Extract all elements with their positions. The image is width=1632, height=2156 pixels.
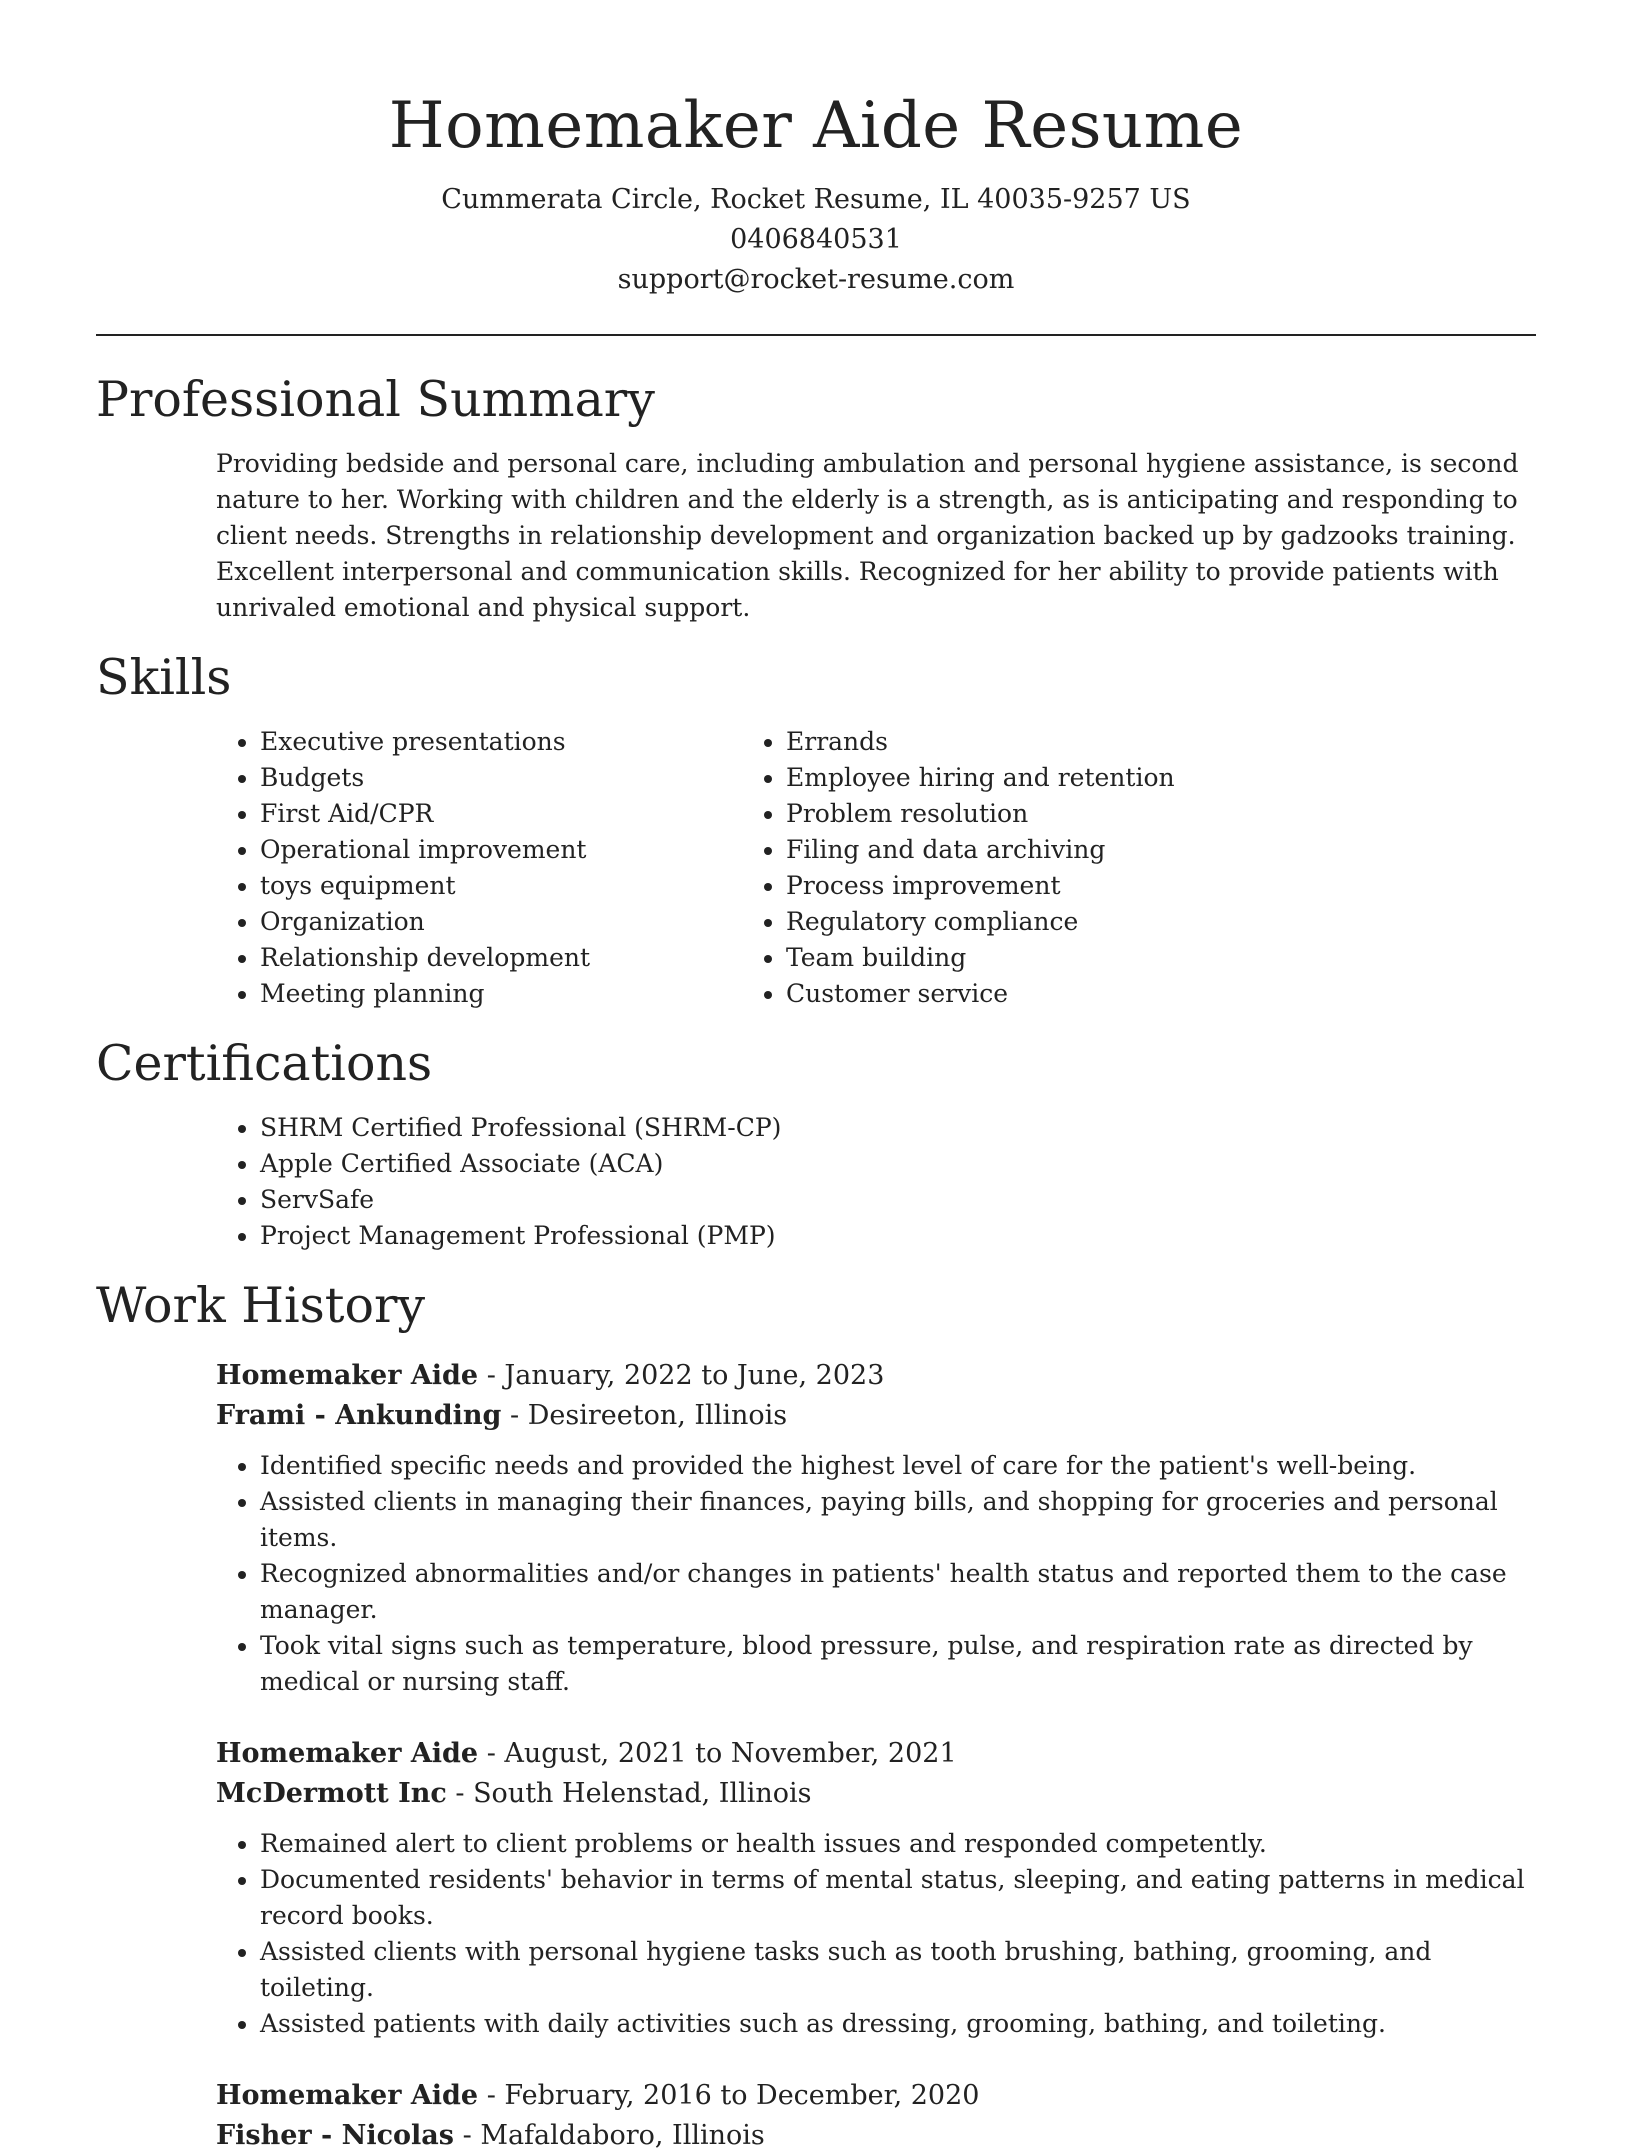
skill-item: • Budgets — [260, 760, 746, 796]
contact-phone: 0406840531 — [730, 224, 902, 255]
work-history-section — [96, 1274, 1536, 2156]
contact-block — [96, 180, 1536, 300]
skill-item: • Employee hiring and retention — [786, 760, 1486, 796]
job-location: South Helenstad, Illinois — [473, 1778, 812, 1809]
skill-item: • Regulatory compliance — [786, 904, 1486, 940]
duty-item: • Assisted clients with personal hygiene tasks such as tooth brushing, bathing, grooming, and toileting. — [260, 1934, 1550, 2006]
skill-item: • Organization — [260, 904, 746, 940]
job-entry — [216, 2076, 1536, 2156]
job-entry — [216, 1734, 1536, 2042]
job-title-line: Homemaker Aide - August, 2021 to November, 2021 — [216, 1738, 957, 1769]
certification-item: • Project Management Professional (PMP) — [260, 1218, 1536, 1254]
work-history-heading: Work History — [96, 1277, 426, 1334]
certification-item: • SHRM Certified Professional (SHRM-CP) — [260, 1110, 1536, 1146]
resume-header — [96, 0, 1536, 300]
skills-heading: Skills — [96, 649, 232, 706]
skills-section — [96, 646, 1536, 1012]
duty-item: • Took vital signs such as temperature, blood pressure, pulse, and respiration rate as directed by medical or nursing staff. — [260, 1628, 1550, 1700]
duty-item: • Documented residents' behavior in terms of mental status, sleeping, and eating patterns in medical record books. — [260, 1862, 1550, 1934]
skill-item: • Process improvement — [786, 868, 1486, 904]
job-title-line: Homemaker Aide - February, 2016 to December, 2020 — [216, 2080, 980, 2111]
job-location: Mafaldaboro, Illinois — [480, 2120, 765, 2151]
certifications-heading: Certifications — [96, 1035, 433, 1092]
header-divider — [96, 334, 1536, 336]
skill-item: • Customer service — [786, 976, 1486, 1012]
skill-item: • Executive presentations — [260, 724, 746, 760]
job-company: Fisher - Nicolas — [216, 2120, 455, 2151]
job-title: Homemaker Aide — [216, 1738, 479, 1769]
skills-list-right — [746, 724, 1486, 1012]
skill-item: • toys equipment — [260, 868, 746, 904]
resume-page — [96, 0, 1536, 2156]
skill-item: • Relationship development — [260, 940, 746, 976]
job-dates: August, 2021 to November, 2021 — [504, 1738, 957, 1769]
duty-item: • Identified specific needs and provided the highest level of care for the patient's well-being. — [260, 1448, 1550, 1484]
certification-item: • ServSafe — [260, 1182, 1536, 1218]
skill-item: • Team building — [786, 940, 1486, 976]
skill-item: • Filing and data archiving — [786, 832, 1486, 868]
duty-item: • Assisted patients with daily activities such as dressing, grooming, bathing, and toileting. — [260, 2006, 1550, 2042]
contact-address: Cummerata Circle, Rocket Resume, IL 40035-9257 US — [441, 184, 1191, 215]
skill-item: • Errands — [786, 724, 1486, 760]
job-entry — [216, 1356, 1536, 1700]
job-company-line: McDermott Inc - South Helenstad, Illinois — [216, 1778, 812, 1809]
job-duties — [216, 1448, 1550, 1700]
job-title: Homemaker Aide — [216, 1360, 479, 1391]
skill-item: • Operational improvement — [260, 832, 746, 868]
job-title-line: Homemaker Aide - January, 2022 to June, 2023 — [216, 1360, 885, 1391]
job-company: Frami - Ankunding — [216, 1400, 502, 1431]
job-company-line: Frami - Ankunding - Desireeton, Illinois — [216, 1400, 788, 1431]
job-duties — [216, 1826, 1550, 2042]
contact-email: support@rocket-resume.com — [617, 264, 1015, 295]
duty-item: • Assisted clients in managing their finances, paying bills, and shopping for groceries and personal items. — [260, 1484, 1550, 1556]
certification-item: • Apple Certified Associate (ACA) — [260, 1146, 1536, 1182]
summary-heading: Professional Summary — [96, 371, 655, 428]
job-company: McDermott Inc — [216, 1778, 447, 1809]
summary-text: Providing bedside and personal care, including ambulation and personal hygiene assistance, is second nature to her. Working with children and the elderly is a strength, as is anticipating and responding to client needs. Strengths in relationship development and organization backed up by gadzooks training. Excellent interpersonal and communication skills. Recognized for her ability to provide patients with unrivaled emotional and physical support. — [216, 449, 1519, 622]
skill-item: • First Aid/CPR — [260, 796, 746, 832]
duty-item: • Recognized abnormalities and/or changes in patients' health status and reported them to the case manager. — [260, 1556, 1550, 1628]
job-company-line: Fisher - Nicolas - Mafaldaboro, Illinois — [216, 2120, 765, 2151]
certifications-section — [96, 1032, 1536, 1254]
job-dates: February, 2016 to December, 2020 — [504, 2080, 980, 2111]
summary-section — [96, 368, 1536, 626]
duty-item: • Remained alert to client problems or health issues and responded competently. — [260, 1826, 1550, 1862]
job-dates: January, 2022 to June, 2023 — [504, 1360, 885, 1391]
skill-item: • Problem resolution — [786, 796, 1486, 832]
skills-list-left — [96, 724, 746, 1012]
skills-columns — [96, 724, 1536, 1012]
certifications-list — [96, 1110, 1536, 1254]
skill-item: • Meeting planning — [260, 976, 746, 1012]
resume-title: Homemaker Aide Resume — [388, 89, 1244, 163]
job-title: Homemaker Aide — [216, 2080, 479, 2111]
job-location: Desireeton, Illinois — [527, 1400, 788, 1431]
